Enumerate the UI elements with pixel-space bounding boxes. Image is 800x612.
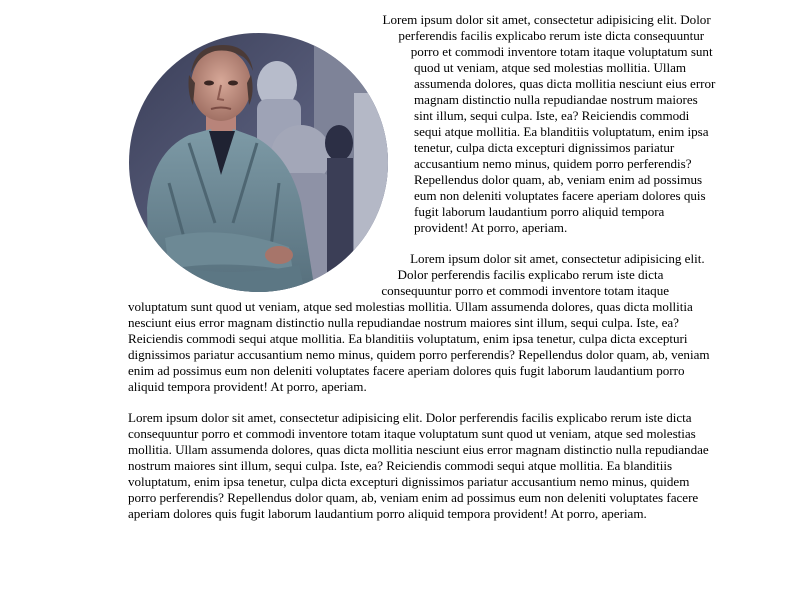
circular-portrait-image <box>129 33 388 292</box>
article-content <box>128 12 718 537</box>
portrait-photo-icon <box>129 33 388 292</box>
paragraph-3: Lorem ipsum dolor sit amet, consectetur adipisicing elit. Dolor perferendis facilis explicabo rerum iste dicta consequuntur porro et commodi inventore totam itaque voluptatum sunt quod ut veniam, atque sed molestias mollitia. Ullam assumenda dolores, quas dicta mollitia nesciunt eius error magnam distinctio nulla repudiandae nostrum maiores sint illum, sequi culpa. Iste, ea? Reiciendis commodi sequi atque mollitia. Ea blanditiis voluptatum, enim ipsa tenetur, culpa dicta excepturi dignissimos pariatur accusantium nemo minus, quidem porro perferendis? Repellendus dolor quam, ab, veniam enim ad possimus eum non deleniti voluptates facere aperiam dolores quis fugit laborum laudantium porro aliquid tempora provident! At porro, aperiam. <box>128 410 709 521</box>
paragraph-1: Lorem ipsum dolor sit amet, consectetur adipisicing elit. Dolor perferendis facilis explicabo rerum iste dicta consequuntur porro et commodi inventore totam itaque voluptatum sunt quod ut veniam, atque sed molestias mollitia. Ullam assumenda dolores, quas dicta mollitia nesciunt eius error magnam distinctio nulla repudiandae nostrum maiores sint illum, sequi culpa. Iste, ea? Reiciendis commodi sequi atque mollitia. Ea blanditiis voluptatum, enim ipsa tenetur, culpa dicta excepturi dignissimos pariatur accusantium nemo minus, quidem porro perferendis? Repellendus dolor quam, ab, veniam enim ad possimus eum non deleniti voluptates facere aperiam dolores quis fugit laborum laudantium porro aliquid tempora provident! At porro, aperiam. <box>382 12 716 235</box>
paragraph-2: Lorem ipsum dolor sit amet, consectetur adipisicing elit. Dolor perferendis facilis explicabo rerum iste dicta consequuntur porro et commodi inventore totam itaque voluptatum sunt quod ut veniam, atque sed molestias mollitia. Ullam assumenda dolores, quas dicta mollitia nesciunt eius error magnam distinctio nulla repudiandae nostrum maiores sint illum, sequi culpa. Iste, ea? Reiciendis commodi sequi atque mollitia. Ea blanditiis voluptatum, enim ipsa tenetur, culpa dicta excepturi dignissimos pariatur accusantium nemo minus, quidem porro perferendis? Repellendus dolor quam, ab, veniam enim ad possimus eum non deleniti voluptates facere aperiam dolores quis fugit laborum laudantium porro aliquid tempora provident! At porro, aperiam. <box>128 251 710 394</box>
